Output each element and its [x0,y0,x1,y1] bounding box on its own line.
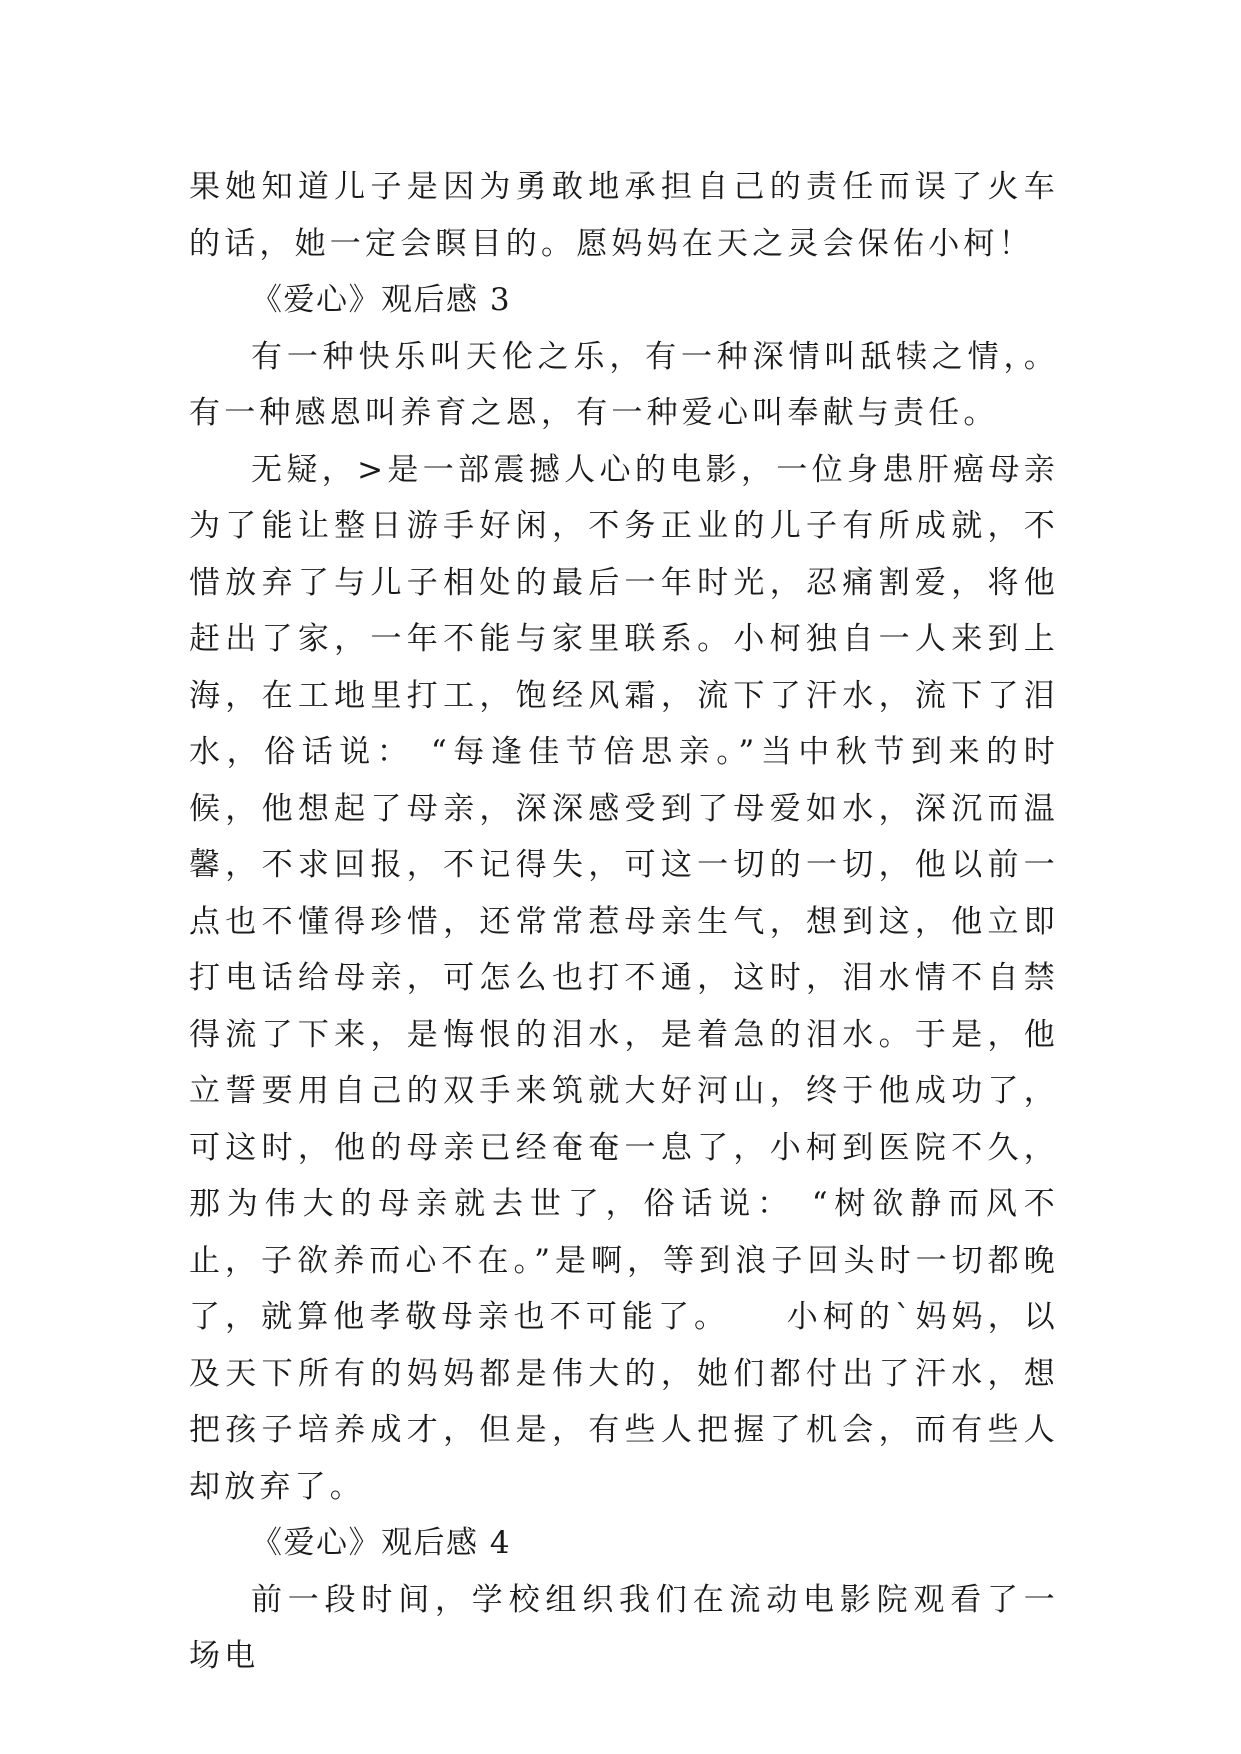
document-body [189,159,1059,1685]
paragraph-continuation: 果她知道儿子是因为勇敢地承担自己的责任而误了火车的话，她一定会瞑目的。愿妈妈在天之灵会保佑小柯！ [189,169,1059,262]
section-heading-3: 《爱心》观后感 3 [251,282,512,318]
paragraph-main: 无疑，>是一部震撼人心的电影，一位身患肝癌母亲为了能让整日游手好闲，不务正业的儿子有所成就，不惜放弃了与儿子相处的最后一年时光，忍痛割爱，将他赶出了家，一年不能与家里联系。小柯独自一人来到上海，在工地里打工，饱经风霜，流下了汗水，流下了泪水，俗话说： “每逢佳节倍思亲。”当中秋节到来的时候，他想起了母亲，深深感受到了母爱如水，深沉而温馨，不求回报，不记得失，可这一切的一切，他以前一点也不懂得珍惜，还常常惹母亲生气，想到这，他立即打电话给母亲，可怎么也打不通，这时，泪水情不自禁得流了下来，是悔恨的泪水，是着急的泪水。于是，他立誓要用自己的双手来筑就大好河山，终于他成功了，可这时，他的母亲已经奄奄一息了，小柯到医院不久，那为伟大的母亲就去世了，俗话说： “树欲静而风不止，子欲养而心不在。”是啊，等到浪子回头时一切都晚了，就算他孝敬母亲也不可能了。 小柯的`妈妈，以及天下所有的妈妈都是伟大的，她们都付出了汗水，想把孩子培养成才，但是，有些人把握了机会，而有些人却放弃了。 [189,451,1059,1505]
paragraph-start: 前一段时间，学校组织我们在流动电影院观看了一场电 [189,1581,1059,1674]
paragraph-intro: 有一种快乐叫天伦之乐，有一种深情叫舐犊之情，。有一种感恩叫养育之恩，有一种爱心叫奉献与责任。 [189,338,1059,431]
section-heading-4: 《爱心》观后感 4 [251,1525,512,1561]
